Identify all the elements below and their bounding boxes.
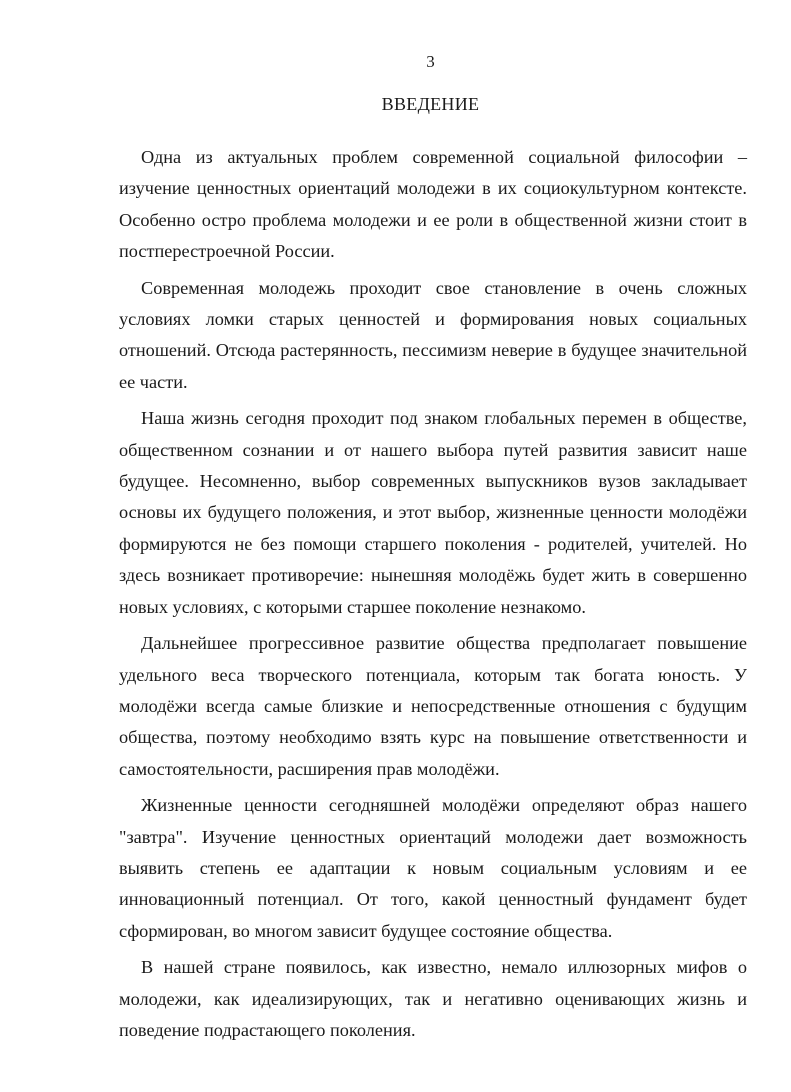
paragraph: Современная молодежь проходит свое становление в очень сложных условиях ломки старых ценностей и формирования новых социальных отношений. Отсюда растерянность, пессимизм неверие в будущее значительной ее части. bbox=[119, 277, 747, 392]
paragraph: Дальнейшее прогрессивное развитие общества предполагает повышение удельного веса творческого потенциала, которым так богата юность. У молодёжи всегда самые близкие и непосредственные отношения с будущим общества, поэтому необходимо взять курс на повышение ответственности и самостоятельности, расширения прав молодёжи. bbox=[119, 633, 747, 779]
page-number: 3 bbox=[426, 52, 435, 71]
paragraph: Одна из актуальных проблем современной социальной философии – изучение ценностных ориентаций молодежи в их социокультурном контексте. Особенно остро проблема молодежи и ее роли в общественной жизни стоит в постперестроечной России. bbox=[119, 147, 747, 262]
paragraph: Наша жизнь сегодня проходит под знаком глобальных перемен в обществе, общественном сознании и от нашего выбора путей развития зависит наше будущее. Несомненно, выбор современных выпускников вузов закладывает основы их будущего положения, и этот выбор, жизненные ценности молодёжи формируются не без помощи старшего поколения - родителей, учителей. Но здесь возникает противоречие: нынешняя молодёжь будет жить в совершенно новых условиях, с которыми старшее поколение незнакомо. bbox=[119, 408, 747, 617]
body-text bbox=[119, 142, 747, 1051]
paragraph: Жизненные ценности сегодняшней молодёжи определяют образ нашего "завтра". Изучение ценностных ориентаций молодежи дает возможность выявить степень ее адаптации к новым социальным условиям и ее инновационный потенциал. От того, какой ценностный фундамент будет сформирован, во многом зависит будущее состояние общества. bbox=[119, 795, 747, 941]
section-heading: ВВЕДЕНИЕ bbox=[381, 94, 480, 114]
paragraph: В нашей стране появилось, как известно, немало иллюзорных мифов о молодежи, как идеализирующих, так и негативно оценивающих жизнь и поведение подрастающего поколения. bbox=[119, 957, 747, 1040]
